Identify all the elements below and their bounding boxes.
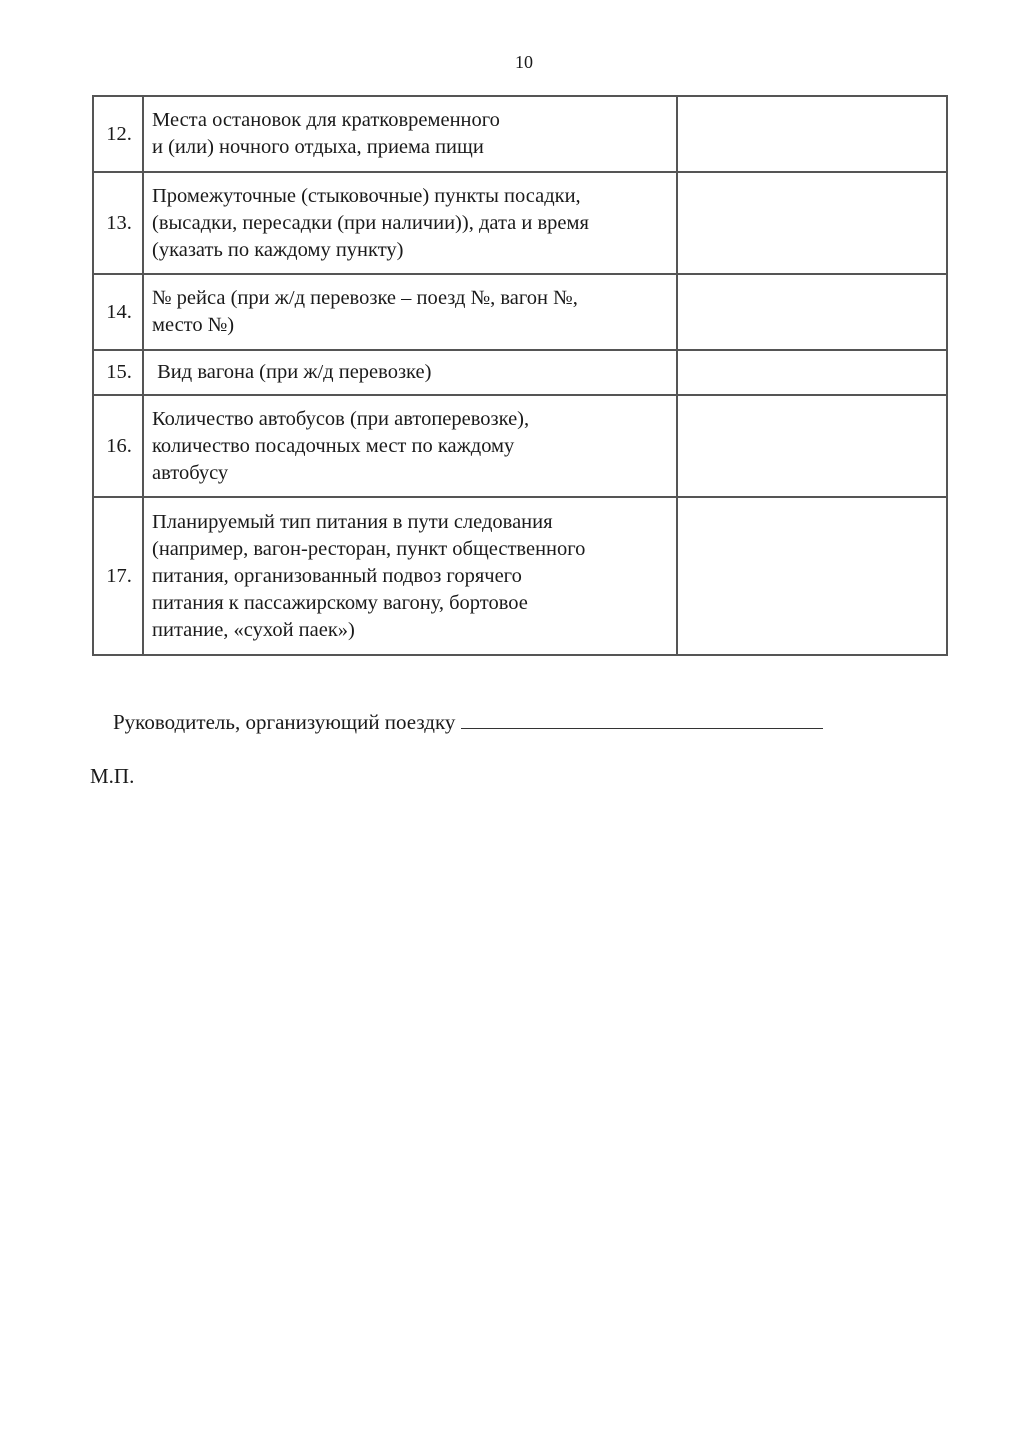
row-value-cell[interactable]: [677, 274, 947, 350]
table-row: [93, 274, 947, 350]
description-line: Планируемый тип питания в пути следования: [152, 510, 553, 533]
row-number: 17.: [93, 497, 143, 655]
stamp-place-label: М.П.: [90, 764, 135, 788]
row-number: 13.: [93, 172, 143, 274]
description-line: место №): [152, 314, 235, 336]
description-line: Количество автобусов (при автоперевозке),: [152, 407, 530, 430]
description-line: Вид вагона (при ж/д перевозке): [152, 361, 432, 383]
signature-label: Руководитель, организующий поездку: [113, 710, 456, 734]
description-line: и (или) ночного отдыха, приема пищи: [152, 136, 484, 158]
description-line: Места остановок для кратковременного: [152, 109, 500, 131]
table-row: [93, 172, 947, 274]
description-line: (указать по каждому пункту): [152, 238, 404, 261]
description-line: питания, организованный подвоз горячего: [152, 564, 522, 587]
page-number: 10: [515, 52, 533, 72]
row-description: [143, 172, 677, 274]
description-line: количество посадочных мест по каждому: [152, 434, 515, 457]
description-line: (высадки, пересадки (при наличии)), дата и время: [152, 211, 589, 234]
signature-line: [113, 706, 823, 735]
row-value-cell[interactable]: [677, 350, 947, 395]
description-line: питания к пассажирскому вагону, бортовое: [152, 591, 528, 614]
table-row: [93, 96, 947, 172]
signature-field[interactable]: [461, 706, 823, 729]
table-row: [93, 350, 947, 395]
trip-info-table: [92, 95, 948, 656]
row-value-cell[interactable]: [677, 395, 947, 497]
row-description: [143, 395, 677, 497]
row-description: [143, 274, 677, 350]
description-line: питание, «сухой паек»): [152, 618, 355, 641]
row-value-cell[interactable]: [677, 96, 947, 172]
row-value-cell[interactable]: [677, 497, 947, 655]
row-description: [143, 350, 677, 395]
description-line: автобусу: [152, 461, 229, 484]
row-value-cell[interactable]: [677, 172, 947, 274]
row-description: [143, 96, 677, 172]
row-description: [143, 497, 677, 655]
row-number: 14.: [93, 274, 143, 350]
description-line: Промежуточные (стыковочные) пункты посадки,: [152, 184, 581, 207]
table-row: [93, 497, 947, 655]
table-row: [93, 395, 947, 497]
description-line: (например, вагон-ресторан, пункт общественного: [152, 537, 586, 560]
row-number: 16.: [93, 395, 143, 497]
row-number: 12.: [93, 96, 143, 172]
description-line: № рейса (при ж/д перевозке – поезд №, вагон №,: [152, 287, 578, 309]
row-number: 15.: [93, 350, 143, 395]
